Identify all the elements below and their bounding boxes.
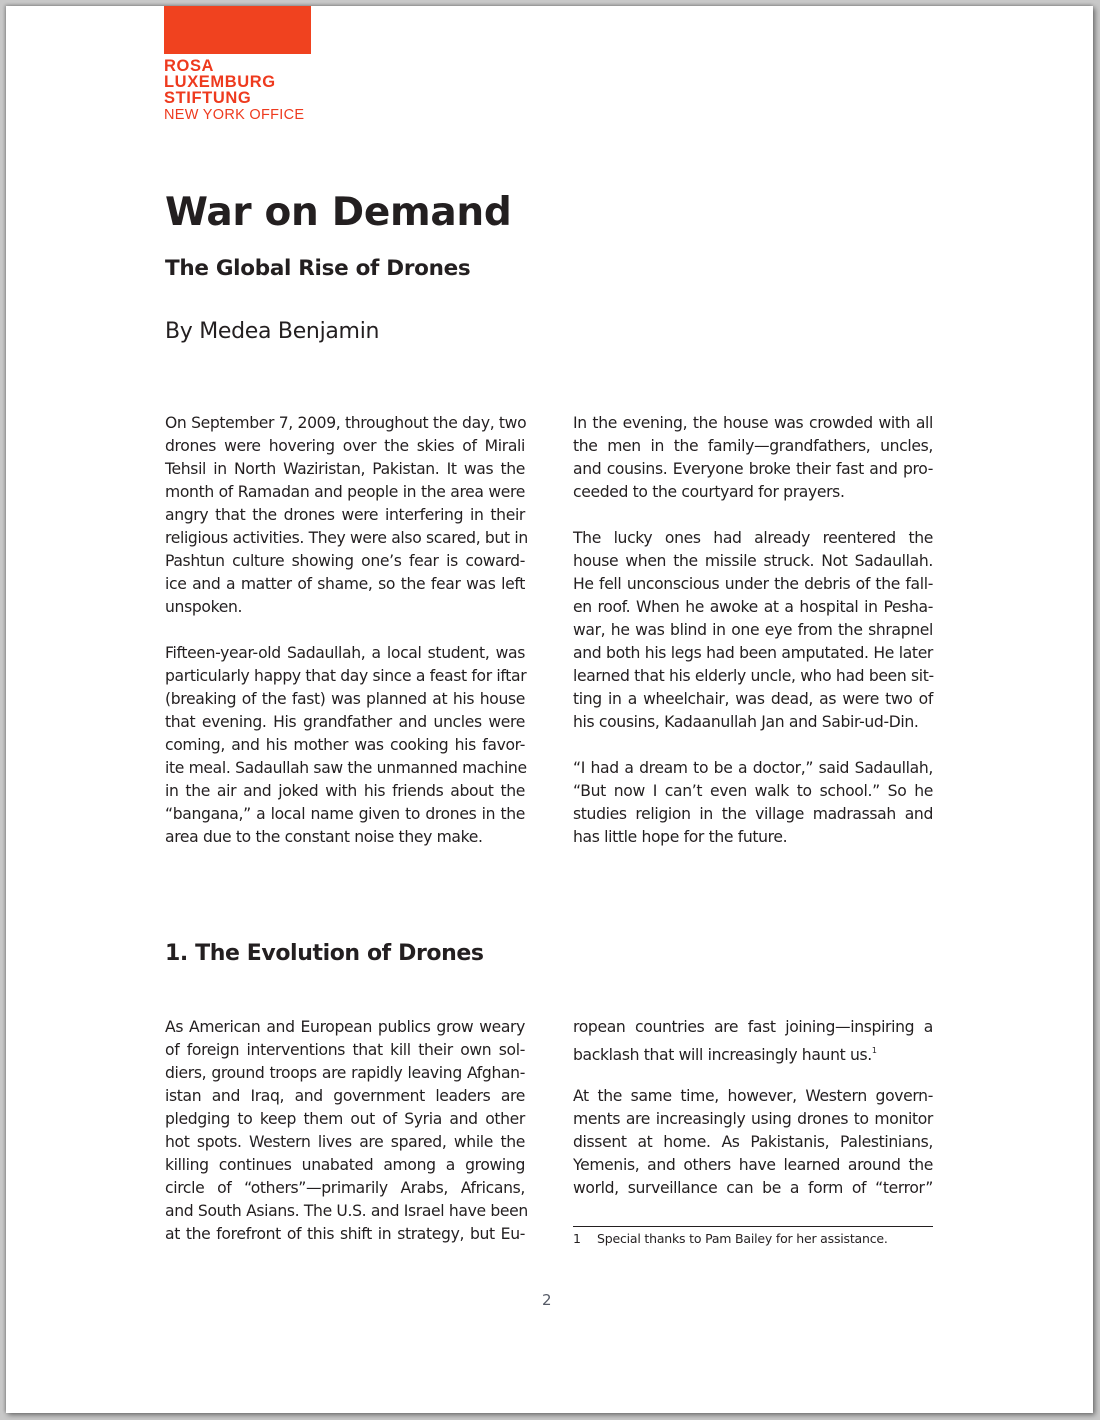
paragraph	[573, 1016, 933, 1062]
text-line: Fifteen-year-old Sadaullah, a local student, was	[165, 644, 525, 662]
text-line: At the same time, however, Western govern-	[573, 1087, 933, 1105]
text-line: at the forefront of this shift in strategy, but Eu-	[165, 1225, 525, 1243]
text-line: dissent at home. As Pakistanis, Palestinians,	[573, 1133, 933, 1151]
intro-column-left	[165, 412, 528, 872]
text-line: Tehsil in North Waziristan, Pakistan. It was the	[165, 460, 525, 478]
logo-line-luxemburg: LUXEMBURG	[164, 73, 276, 91]
paragraph	[165, 412, 528, 619]
text-line: ting in a wheelchair, was dead, as were two of	[573, 690, 933, 708]
text-line: killing continues unabated among a growing	[165, 1156, 525, 1174]
text-line: ropean countries are fast joining—inspiring a	[573, 1018, 933, 1036]
text-line: “I had a dream to be a doctor,” said Sadaullah,	[573, 759, 933, 777]
text-line: hot spots. Western lives are spared, while the	[165, 1133, 525, 1151]
footnote-number: 1	[573, 1231, 581, 1246]
text-line: particularly happy that day since a feast for iftar	[165, 667, 527, 685]
text-line: and both his legs had been amputated. He later	[573, 644, 933, 662]
text-line: ite meal. Sadaullah saw the unmanned machine	[165, 759, 527, 777]
document-subtitle: The Global Rise of Drones	[165, 256, 471, 281]
paragraph	[165, 642, 525, 849]
text-line: On September 7, 2009, throughout the day, two	[165, 414, 527, 432]
text-line: In the evening, the house was crowded with all	[573, 414, 933, 432]
text-line: coming, and his mother was cooking his favor-	[165, 736, 525, 754]
text-line: The lucky ones had already reentered the	[573, 529, 933, 547]
text-line: drones were hovering over the skies of Mirali	[165, 437, 525, 455]
section-heading: 1. The Evolution of Drones	[165, 941, 484, 966]
paragraph	[573, 1085, 933, 1200]
logo-office: NEW YORK OFFICE	[164, 107, 305, 123]
footnote-divider	[573, 1226, 933, 1227]
intro-column-right	[573, 412, 933, 872]
text-line: en roof. When he awoke at a hospital in Pesha-	[573, 598, 933, 616]
text-line: in the air and joked with his friends about the	[165, 782, 525, 800]
section1-column-left	[165, 1016, 528, 1269]
text-line: istan and Iraq, and government leaders are	[165, 1087, 525, 1105]
text-line: As American and European publics grow weary	[165, 1018, 525, 1036]
text-line: house when the missile struck. Not Sadaullah.	[573, 552, 933, 570]
logo-line-rosa: ROSA	[164, 57, 215, 75]
page-number: 2	[542, 1291, 552, 1309]
logo-line-stiftung: STIFTUNG	[164, 89, 252, 107]
text-line: studies religion in the village madrassah and	[573, 805, 933, 823]
text-line: “But now I can’t even walk to school.” So he	[573, 782, 933, 800]
text-line: circle of “others”—primarily Arabs, Africans,	[165, 1179, 525, 1197]
text-line: Pashtun culture showing one’s fear is coward-	[165, 552, 525, 570]
text-line: Yemenis, and others have learned around the	[573, 1156, 933, 1174]
text-fragment: backlash that will increasingly haunt us.	[573, 1046, 872, 1064]
paragraph	[573, 412, 933, 504]
footnote	[573, 1230, 888, 1248]
text-line: war, he was blind in one eye from the shrapnel	[573, 621, 933, 639]
text-line: his cousins, Kadaanullah Jan and Sabir-ud-Din.	[573, 713, 919, 731]
text-line: area due to the constant noise they make.	[165, 828, 483, 846]
text-line: He fell unconscious under the debris of the fall-	[573, 575, 933, 593]
text-line: diers, ground troops are rapidly leaving Afghan-	[165, 1064, 525, 1082]
text-line: ments are increasingly using drones to monitor	[573, 1110, 933, 1128]
document-page	[6, 6, 1093, 1413]
section1-column-right	[573, 1016, 933, 1223]
text-line: world, surveillance can be a form of “terror”	[573, 1179, 933, 1197]
text-line: and South Asians. The U.S. and Israel have been	[165, 1202, 528, 1220]
text-line: month of Ramadan and people in the area were	[165, 483, 525, 501]
paragraph	[573, 527, 933, 734]
document-title: War on Demand	[165, 190, 512, 235]
text-line: unspoken.	[165, 598, 243, 616]
text-line: has little hope for the future.	[573, 828, 788, 846]
text-line: pledging to keep them out of Syria and other	[165, 1110, 525, 1128]
text-line: ice and a matter of shame, so the fear was left	[165, 575, 525, 593]
author-byline: By Medea Benjamin	[165, 319, 380, 344]
text-line: the men in the family—grandfathers, uncles,	[573, 437, 933, 455]
text-line: learned that his elderly uncle, who had been sit-	[573, 667, 934, 685]
paragraph	[573, 757, 933, 849]
footnote-text: Special thanks to Pam Bailey for her assistance.	[597, 1231, 888, 1246]
logo-red-block	[164, 6, 311, 54]
footnote-reference[interactable]: 1	[871, 1046, 877, 1055]
text-line	[573, 1039, 933, 1062]
text-line: angry that the drones were interfering in their	[165, 506, 525, 524]
text-line: of foreign interventions that kill their own sol-	[165, 1041, 525, 1059]
text-line: ceeded to the courtyard for prayers.	[573, 483, 845, 501]
text-line: religious activities. They were also scared, but in	[165, 529, 528, 547]
text-line: (breaking of the fast) was planned at his house	[165, 690, 525, 708]
text-line: and cousins. Everyone broke their fast and pro-	[573, 460, 933, 478]
logo	[164, 58, 304, 123]
paragraph	[165, 1016, 528, 1246]
text-line: that evening. His grandfather and uncles were	[165, 713, 525, 731]
text-line: “bangana,” a local name given to drones in the	[165, 805, 525, 823]
